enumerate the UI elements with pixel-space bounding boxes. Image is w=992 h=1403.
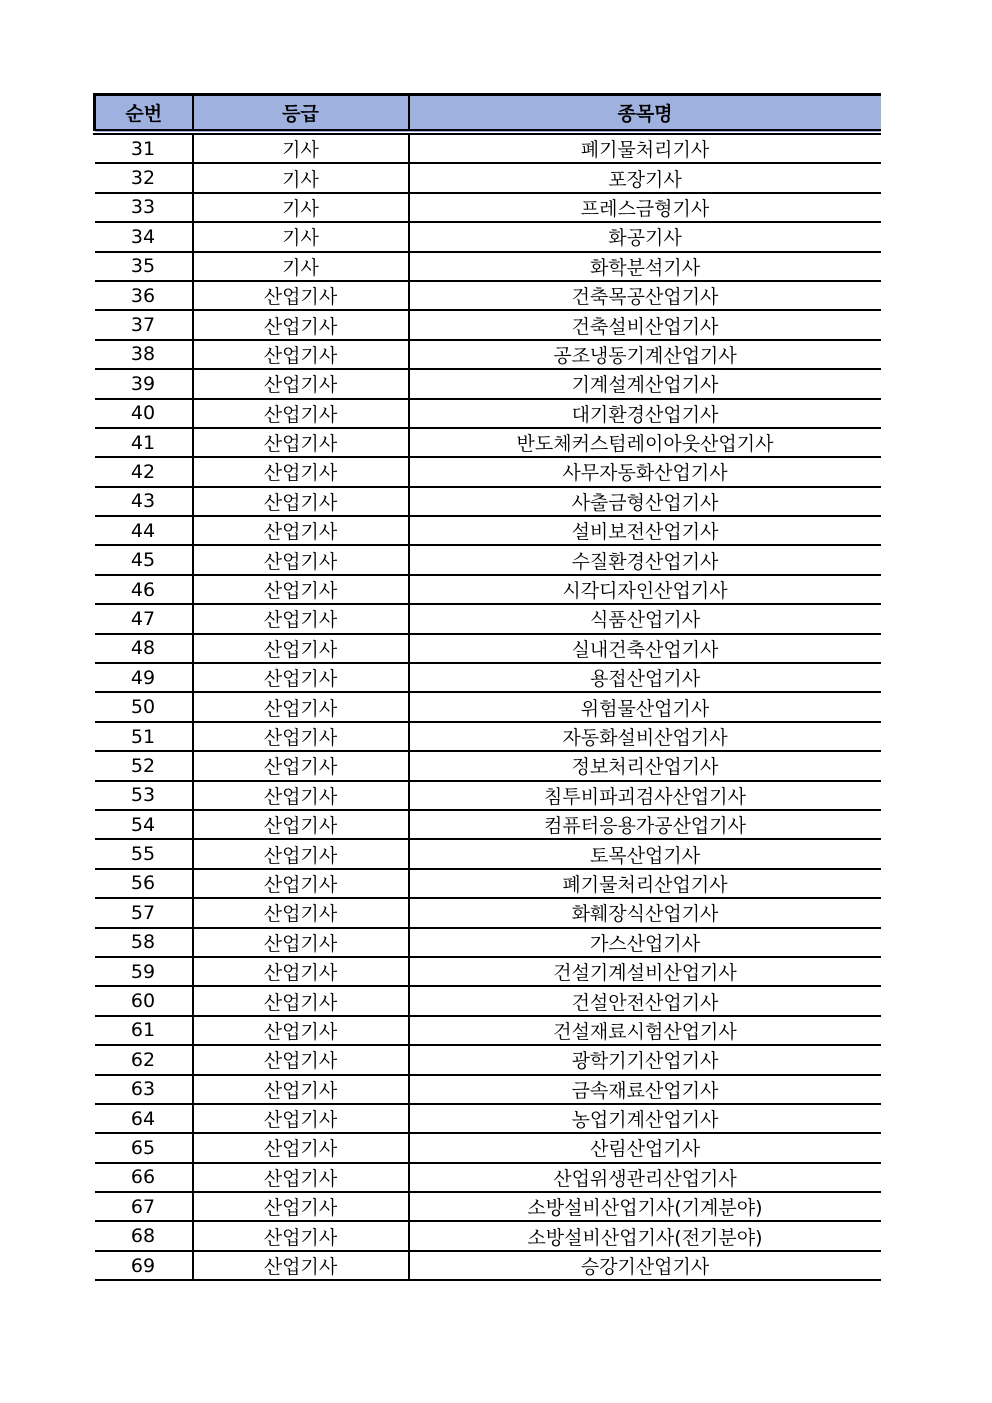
cell-name: 화학분석기사 — [409, 252, 881, 281]
table-row — [95, 663, 881, 692]
cell-name: 금속재료산업기사 — [409, 1075, 881, 1104]
cell-name: 건설기계설비산업기사 — [409, 957, 881, 986]
table-row — [95, 1075, 881, 1104]
table-row — [95, 1104, 881, 1133]
cell-no: 39 — [95, 369, 193, 398]
table-row — [95, 281, 881, 310]
cell-grade: 산업기사 — [193, 516, 409, 545]
cell-name: 식품산업기사 — [409, 604, 881, 633]
cell-grade: 산업기사 — [193, 634, 409, 663]
table-row — [95, 575, 881, 604]
cell-no: 67 — [95, 1192, 193, 1221]
table-row — [95, 1221, 881, 1250]
header-row — [95, 95, 881, 133]
cell-grade: 산업기사 — [193, 1163, 409, 1192]
cell-grade: 산업기사 — [193, 957, 409, 986]
cell-no: 65 — [95, 1133, 193, 1162]
cell-no: 38 — [95, 340, 193, 369]
cell-name: 산림산업기사 — [409, 1133, 881, 1162]
cell-grade: 산업기사 — [193, 1192, 409, 1221]
cell-name: 소방설비산업기사(기계분야) — [409, 1192, 881, 1221]
cell-no: 66 — [95, 1163, 193, 1192]
table-row — [95, 545, 881, 574]
table-row — [95, 487, 881, 516]
cell-grade: 산업기사 — [193, 457, 409, 486]
cell-grade: 산업기사 — [193, 751, 409, 780]
cell-name: 자동화설비산업기사 — [409, 722, 881, 751]
cell-name: 용접산업기사 — [409, 663, 881, 692]
cell-grade: 산업기사 — [193, 810, 409, 839]
table-row — [95, 163, 881, 192]
cell-name: 화훼장식산업기사 — [409, 898, 881, 927]
cell-no: 43 — [95, 487, 193, 516]
table-row — [95, 898, 881, 927]
cell-grade: 산업기사 — [193, 340, 409, 369]
table-header — [95, 95, 881, 133]
cell-grade: 산업기사 — [193, 1133, 409, 1162]
cell-name: 소방설비산업기사(전기분야) — [409, 1221, 881, 1250]
cell-no: 35 — [95, 252, 193, 281]
table-row — [95, 1251, 881, 1280]
column-header-grade: 등급 — [193, 95, 409, 133]
cell-no: 46 — [95, 575, 193, 604]
table-row — [95, 252, 881, 281]
cell-grade: 산업기사 — [193, 487, 409, 516]
table-row — [95, 457, 881, 486]
cell-name: 설비보전산업기사 — [409, 516, 881, 545]
table-row — [95, 839, 881, 868]
cell-grade: 산업기사 — [193, 575, 409, 604]
cell-grade: 기사 — [193, 163, 409, 192]
cell-no: 55 — [95, 839, 193, 868]
cell-no: 36 — [95, 281, 193, 310]
table-row — [95, 722, 881, 751]
cell-name: 광학기기산업기사 — [409, 1045, 881, 1074]
cell-name: 정보처리산업기사 — [409, 751, 881, 780]
table-row — [95, 1045, 881, 1074]
cell-name: 사출금형산업기사 — [409, 487, 881, 516]
cell-no: 48 — [95, 634, 193, 663]
table-row — [95, 193, 881, 222]
cell-grade: 기사 — [193, 252, 409, 281]
cell-name: 건축목공산업기사 — [409, 281, 881, 310]
cell-grade: 산업기사 — [193, 1075, 409, 1104]
table-row — [95, 810, 881, 839]
cell-name: 포장기사 — [409, 163, 881, 192]
cell-grade: 산업기사 — [193, 604, 409, 633]
cell-no: 32 — [95, 163, 193, 192]
cell-no: 49 — [95, 663, 193, 692]
cell-grade: 기사 — [193, 222, 409, 251]
cell-grade: 산업기사 — [193, 545, 409, 574]
table-row — [95, 428, 881, 457]
cell-name: 시각디자인산업기사 — [409, 575, 881, 604]
cell-no: 69 — [95, 1251, 193, 1280]
cell-name: 침투비파괴검사산업기사 — [409, 781, 881, 810]
cell-no: 34 — [95, 222, 193, 251]
cell-grade: 산업기사 — [193, 898, 409, 927]
table-row — [95, 986, 881, 1015]
qualification-table — [93, 93, 881, 1281]
cell-no: 64 — [95, 1104, 193, 1133]
cell-no: 68 — [95, 1221, 193, 1250]
cell-grade: 산업기사 — [193, 839, 409, 868]
table-row — [95, 222, 881, 251]
cell-name: 농업기계산업기사 — [409, 1104, 881, 1133]
cell-name: 폐기물처리기사 — [409, 132, 881, 163]
table-body — [95, 132, 881, 1280]
table-row — [95, 1133, 881, 1162]
table-row — [95, 692, 881, 721]
cell-name: 건설재료시험산업기사 — [409, 1016, 881, 1045]
cell-name: 건축설비산업기사 — [409, 310, 881, 339]
table-row — [95, 369, 881, 398]
cell-no: 62 — [95, 1045, 193, 1074]
cell-grade: 산업기사 — [193, 986, 409, 1015]
cell-grade: 기사 — [193, 132, 409, 163]
cell-no: 45 — [95, 545, 193, 574]
table-row — [95, 310, 881, 339]
cell-grade: 산업기사 — [193, 1045, 409, 1074]
table-row — [95, 132, 881, 163]
cell-no: 41 — [95, 428, 193, 457]
cell-no: 54 — [95, 810, 193, 839]
cell-grade: 산업기사 — [193, 1016, 409, 1045]
cell-name: 대기환경산업기사 — [409, 399, 881, 428]
table-row — [95, 869, 881, 898]
cell-grade: 기사 — [193, 193, 409, 222]
cell-no: 50 — [95, 692, 193, 721]
cell-name: 기계설계산업기사 — [409, 369, 881, 398]
cell-no: 33 — [95, 193, 193, 222]
cell-no: 53 — [95, 781, 193, 810]
table-row — [95, 516, 881, 545]
cell-no: 58 — [95, 928, 193, 957]
cell-name: 수질환경산업기사 — [409, 545, 881, 574]
cell-no: 52 — [95, 751, 193, 780]
cell-name: 프레스금형기사 — [409, 193, 881, 222]
table-row — [95, 781, 881, 810]
cell-no: 63 — [95, 1075, 193, 1104]
cell-no: 59 — [95, 957, 193, 986]
cell-name: 사무자동화산업기사 — [409, 457, 881, 486]
cell-name: 가스산업기사 — [409, 928, 881, 957]
cell-grade: 산업기사 — [193, 781, 409, 810]
cell-grade: 산업기사 — [193, 281, 409, 310]
cell-name: 승강기산업기사 — [409, 1251, 881, 1280]
cell-grade: 산업기사 — [193, 310, 409, 339]
cell-grade: 산업기사 — [193, 399, 409, 428]
cell-grade: 산업기사 — [193, 663, 409, 692]
cell-no: 47 — [95, 604, 193, 633]
cell-no: 56 — [95, 869, 193, 898]
cell-name: 실내건축산업기사 — [409, 634, 881, 663]
cell-grade: 산업기사 — [193, 369, 409, 398]
cell-name: 폐기물처리산업기사 — [409, 869, 881, 898]
table-row — [95, 928, 881, 957]
cell-grade: 산업기사 — [193, 722, 409, 751]
cell-no: 44 — [95, 516, 193, 545]
cell-grade: 산업기사 — [193, 428, 409, 457]
cell-grade: 산업기사 — [193, 928, 409, 957]
cell-no: 31 — [95, 132, 193, 163]
table-row — [95, 634, 881, 663]
cell-grade: 산업기사 — [193, 1104, 409, 1133]
column-header-name: 종목명 — [409, 95, 881, 133]
table-row — [95, 340, 881, 369]
cell-name: 반도체커스텀레이아웃산업기사 — [409, 428, 881, 457]
column-header-no: 순번 — [95, 95, 193, 133]
table-row — [95, 1192, 881, 1221]
cell-grade: 산업기사 — [193, 869, 409, 898]
cell-no: 51 — [95, 722, 193, 751]
cell-name: 건설안전산업기사 — [409, 986, 881, 1015]
cell-no: 60 — [95, 986, 193, 1015]
cell-no: 40 — [95, 399, 193, 428]
cell-no: 57 — [95, 898, 193, 927]
cell-name: 화공기사 — [409, 222, 881, 251]
cell-no: 37 — [95, 310, 193, 339]
cell-grade: 산업기사 — [193, 1251, 409, 1280]
table-row — [95, 399, 881, 428]
cell-no: 42 — [95, 457, 193, 486]
cell-grade: 산업기사 — [193, 1221, 409, 1250]
cell-grade: 산업기사 — [193, 692, 409, 721]
cell-name: 위험물산업기사 — [409, 692, 881, 721]
cell-name: 컴퓨터응용가공산업기사 — [409, 810, 881, 839]
table-row — [95, 604, 881, 633]
table-row — [95, 957, 881, 986]
cell-name: 공조냉동기계산업기사 — [409, 340, 881, 369]
cell-name: 토목산업기사 — [409, 839, 881, 868]
qualification-table-container — [93, 93, 879, 1281]
cell-no: 61 — [95, 1016, 193, 1045]
cell-name: 산업위생관리산업기사 — [409, 1163, 881, 1192]
table-row — [95, 751, 881, 780]
table-row — [95, 1016, 881, 1045]
table-row — [95, 1163, 881, 1192]
